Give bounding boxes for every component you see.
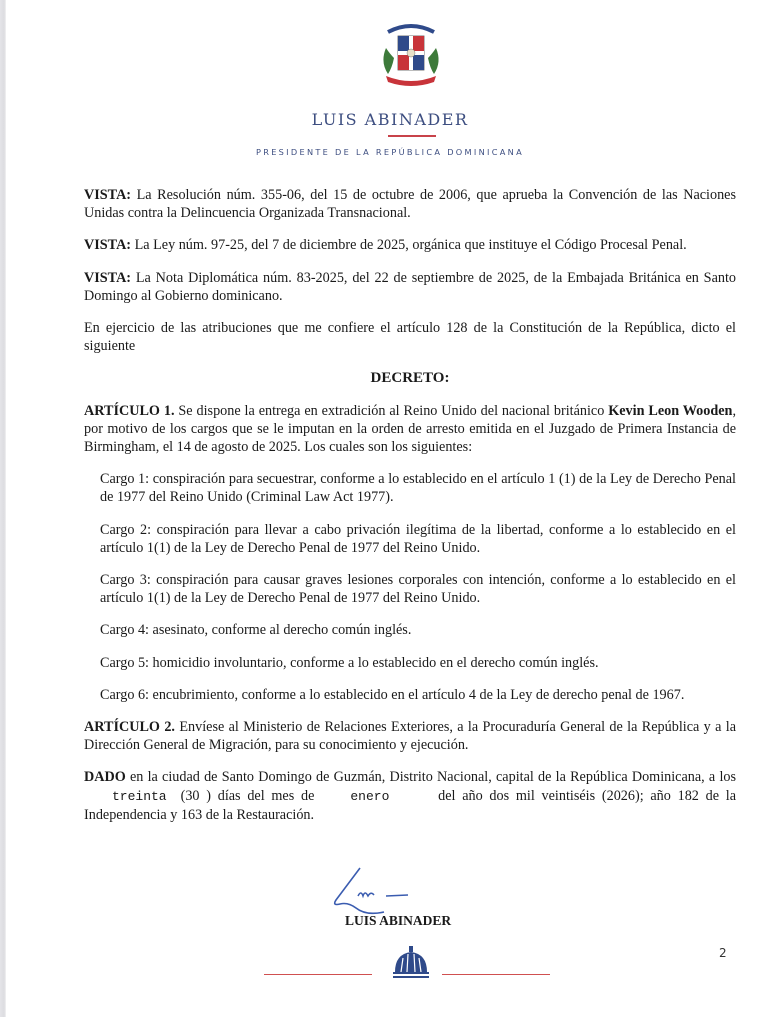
month: enero <box>350 788 390 804</box>
extradited-person: Kevin Leon Wooden <box>608 402 733 419</box>
article-1 <box>84 402 736 457</box>
charge-1: Cargo 1: conspiración para secuestrar, conforme a lo establecido en el artículo 1 (1) de la Ley de Derecho Penal de 1977 del Reino Unido (Criminal Law Act 1977). <box>100 471 736 506</box>
vista-text: La Resolución núm. 355-06, del 15 de octubre de 2006, que aprueba la Convención de las Naciones Unidas contra la Delincuencia Organizada Transnacional. <box>84 187 736 222</box>
header-subtitle: PRESIDENTE DE LA REPÚBLICA DOMINICANA <box>255 147 525 157</box>
header-rule <box>388 135 436 137</box>
vista-2 <box>84 236 736 254</box>
article-1-text-after: , por motivo de los cargos que se le imputan en la orden de arresto emitida en el Juzgado de Primera Instancia de Birmingham, el 14 de agosto de 2025. Los cuales son los siguientes: <box>84 402 736 456</box>
vista-1 <box>84 186 736 222</box>
dado-label: DADO <box>84 769 126 786</box>
dado-clause <box>84 768 736 824</box>
signer-name: LUIS ABINADER <box>345 913 452 928</box>
dado-text-end: del año dos mil veintiséis (2026); año 182 de la Independencia y 163 de la Restauración. <box>84 787 736 823</box>
decree-heading: DECRETO: <box>370 370 450 387</box>
article-2-text: Envíese al Ministerio de Relaciones Exteriores, a la Procuraduría General de la República y a la Dirección General de Migración, para su conocimiento y ejecución. <box>84 719 737 754</box>
day-number: (30 ) días del mes de <box>180 787 315 804</box>
charge-2: Cargo 2: conspiración para llevar a cabo privación ilegítima de la libertad, conforme a lo establecido en el artículo 1(1) de la Ley de Derecho Penal de 1977 del Reino Unido. <box>100 521 736 556</box>
coat-of-arms-icon <box>376 18 446 90</box>
charge-6: Cargo 6: encubrimiento, conforme a lo establecido en el artículo 4 de la Ley de derecho penal de 1967. <box>100 686 685 703</box>
article-2-label: ARTÍCULO 2. <box>84 719 175 736</box>
footer-rule-right <box>442 974 550 975</box>
preamble: En ejercicio de las atribuciones que me confiere el artículo 128 de la Constitución de la República, dicto el siguiente <box>84 320 736 355</box>
vista-text: La Ley núm. 97-25, del 7 de diciembre de 2025, orgánica que instituye el Código Procesal Penal. <box>131 237 687 254</box>
page-number: 2 <box>719 946 727 960</box>
vista-label: VISTA: <box>84 187 132 203</box>
charge-5: Cargo 5: homicidio involuntario, conforme a lo establecido en el derecho común inglés. <box>100 654 599 671</box>
header-name: LUIS ABINADER <box>311 110 469 129</box>
vista-label: VISTA: <box>84 269 132 286</box>
article-1-label: ARTÍCULO 1. <box>84 402 175 419</box>
charge-4: Cargo 4: asesinato, conforme al derecho común inglés. <box>100 622 412 639</box>
article-2 <box>84 718 736 754</box>
vista-text: La Nota Diplomática núm. 83-2025, del 22 de septiembre de 2025, de la Embajada Británica en Santo Domingo al Gobierno dominicano. <box>84 269 736 304</box>
footer-rule-left <box>264 974 372 975</box>
dado-text: en la ciudad de Santo Domingo de Guzmán, Distrito Nacional, capital de la República Dominicana, a los <box>125 769 736 786</box>
vista-label: VISTA: <box>84 237 132 254</box>
document-body <box>84 186 736 838</box>
vista-3 <box>84 269 736 305</box>
charge-3: Cargo 3: conspiración para causar graves lesiones corporales con intención, conforme a lo establecido en el artículo 1(1) de la Ley de Derecho Penal de 1977 del Reino Unido. <box>100 572 736 607</box>
palace-dome-icon <box>387 944 435 980</box>
article-1-text: Se dispone la entrega en extradición al Reino Unido del nacional británico <box>174 402 609 419</box>
day-word: treinta <box>112 788 167 804</box>
